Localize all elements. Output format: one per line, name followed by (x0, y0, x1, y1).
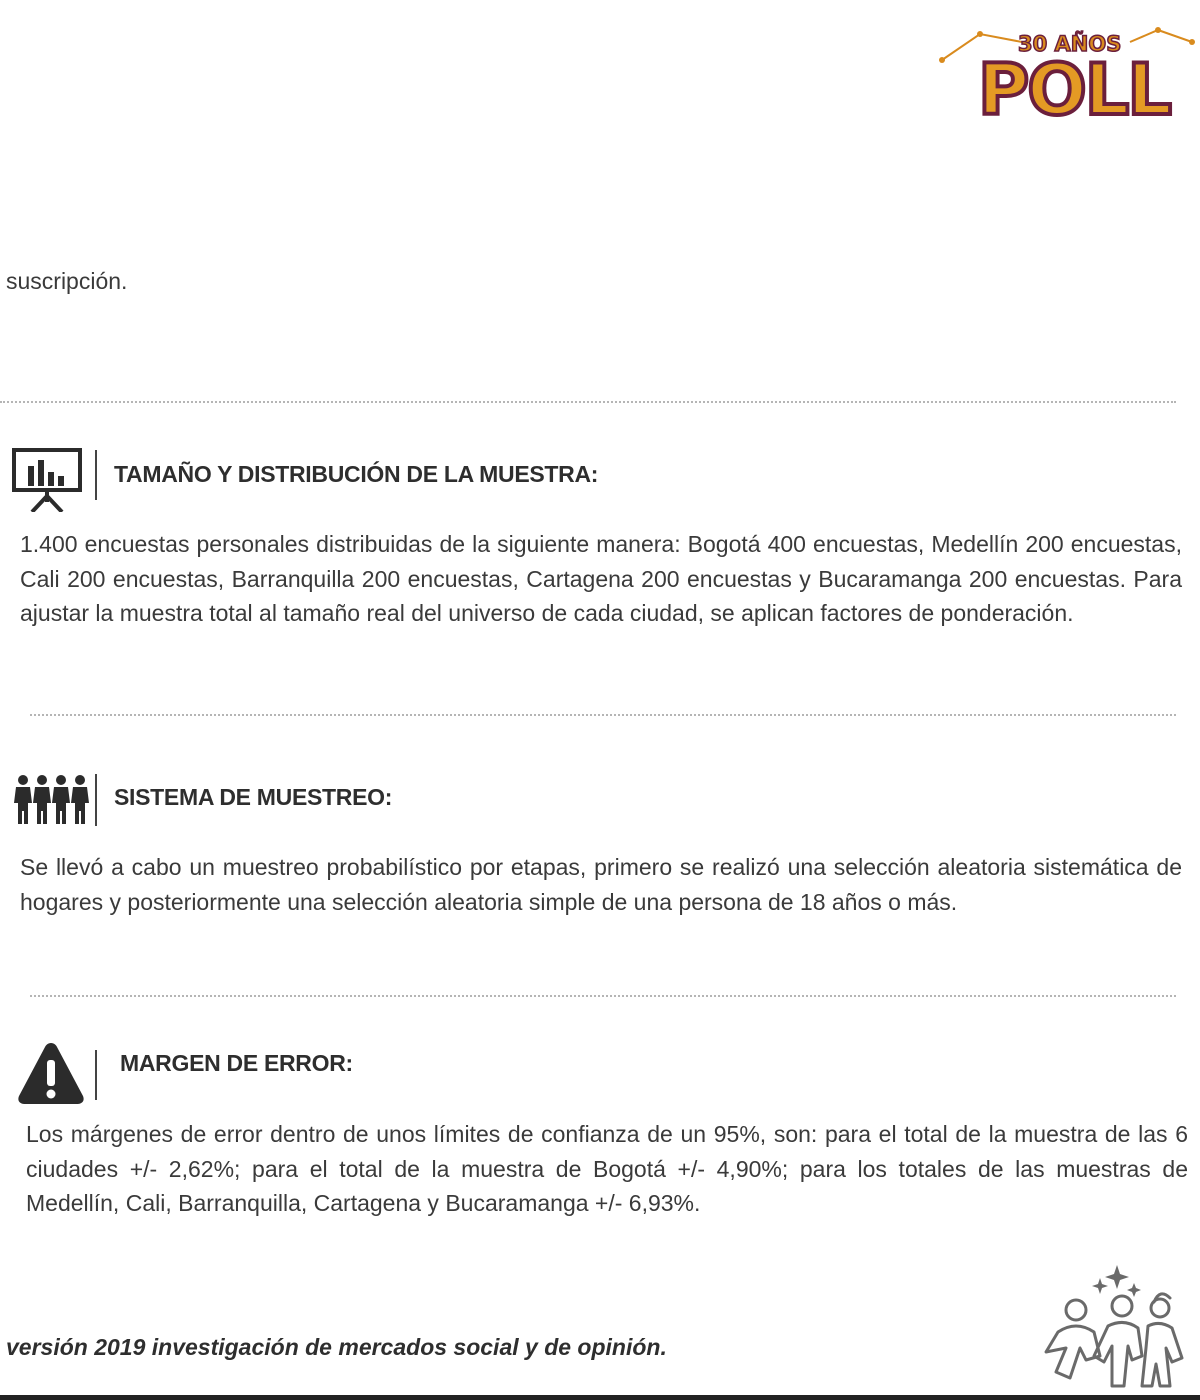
people-group-icon (14, 774, 90, 824)
section-divider (0, 401, 1176, 403)
section-divider (30, 714, 1176, 716)
section-body: 1.400 encuestas personales distribuidas de la siguiente manera: Bogotá 400 encuestas, Medellín 200 encuestas, Cali 200 encuestas, Barranquilla 200 encuestas, Cartagena 200 encuestas y Bucaramanga 200 encuestas. Para ajustar la muestra total al tamaño real del universo de cada ciudad, se aplican factores de ponderación. (20, 531, 1182, 626)
section-body: Los márgenes de error dentro de unos límites de confianza de un 95%, son: para el total de la muestra de las 6 ciudades +/- 2,62%; para el total de la muestra de Bogotá +/- 4,90%; para los totales de las muestras de Medellín, Cali, Barranquilla, Cartagena y Bucaramanga +/- 6,93%. (26, 1121, 1188, 1216)
continuation-text: suscripción. (6, 268, 128, 294)
logo-brand-text: POLL (978, 49, 1171, 131)
section-separator-bar (95, 774, 97, 826)
warning-triangle-icon (16, 1040, 86, 1106)
logo-anniversary-text: 30 AÑOS (1018, 32, 1122, 56)
section-separator-bar (95, 1050, 97, 1100)
page-bottom-border (0, 1395, 1200, 1400)
section-body: Se llevó a cabo un muestreo probabilístico por etapas, primero se realizó una selección aleatoria sistemática de hogares y posteriormente una selección aleatoria simple de una persona de 18 años o más. (20, 854, 1182, 915)
section-divider (30, 995, 1176, 997)
presentation-chart-icon (10, 446, 86, 512)
poll-logo (930, 20, 1200, 140)
section-title: SISTEMA DE MUESTREO: (114, 784, 393, 810)
celebrating-people-icon (1028, 1262, 1190, 1392)
section-title: MARGEN DE ERROR: (120, 1050, 353, 1076)
footer-text: versión 2019 investigación de mercados social y de opinión. (6, 1334, 667, 1360)
section-title: TAMAÑO Y DISTRIBUCIÓN DE LA MUESTRA: (114, 461, 599, 487)
section-separator-bar (95, 450, 97, 500)
